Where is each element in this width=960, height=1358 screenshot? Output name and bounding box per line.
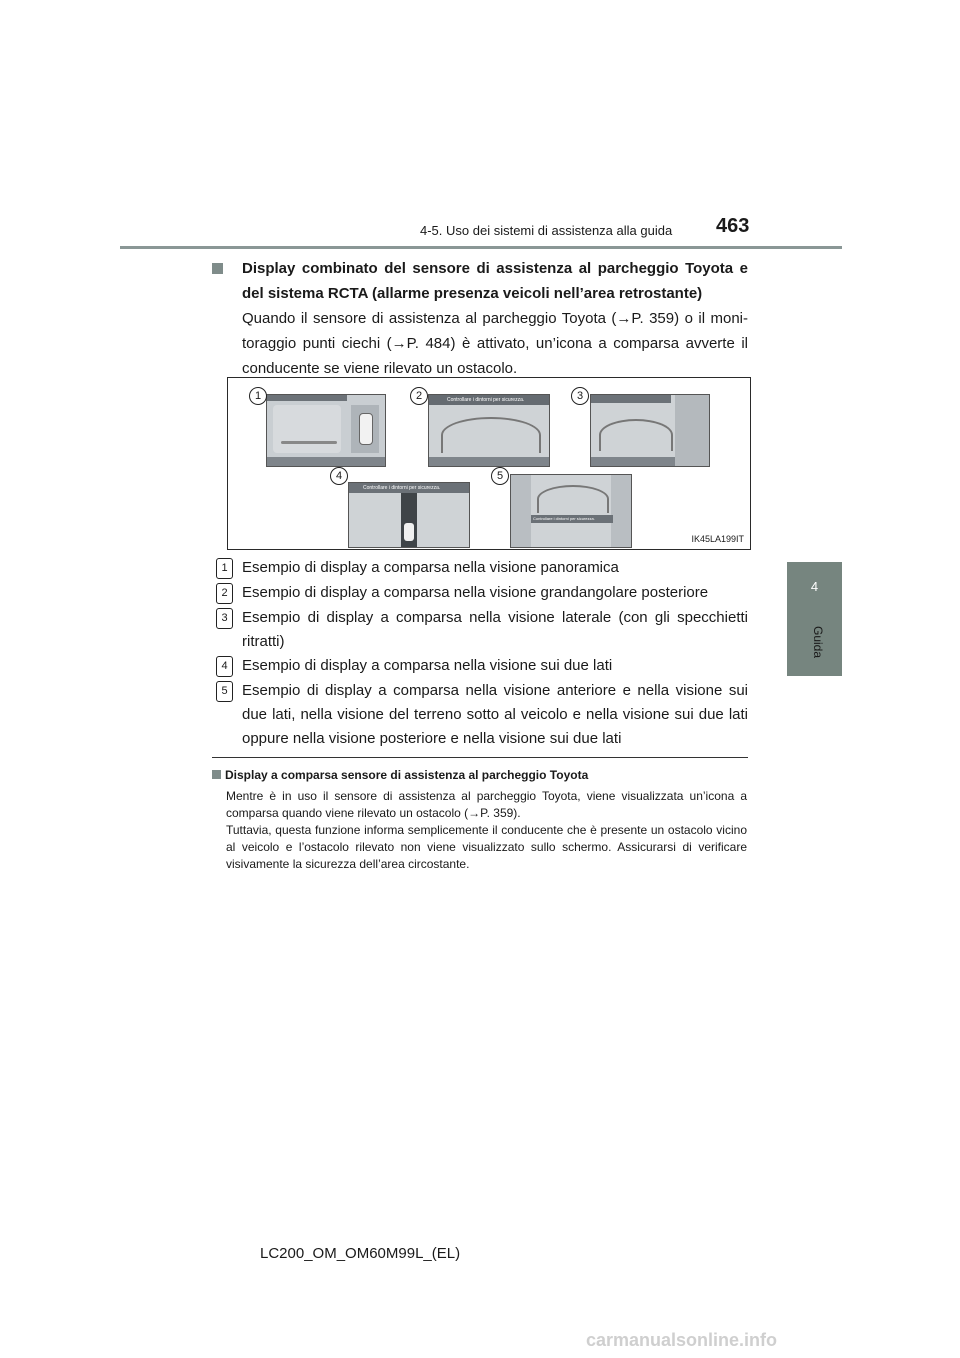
item-number: 3 (216, 608, 233, 629)
item-text: Esempio di display a comparsa nella visione grandangolare posteriore (242, 584, 709, 601)
list-item (216, 606, 748, 654)
item-number: 5 (216, 681, 233, 702)
note-paragraph-1: Mentre è in uso il sensore di assistenza al parcheggio Toyota, viene visualizzata un’icona a comparsa quando viene rilevato un ostacolo (→P. 359). (226, 789, 747, 820)
screen-caption: Controllare i dintorni per sicurezza. (429, 395, 550, 405)
screen-buttons-bar (267, 457, 385, 466)
list-item (216, 581, 748, 605)
figure-code: IK45LA199IT (691, 534, 744, 544)
screen-caption: Controllare i dintorni per sicurezza. (531, 515, 613, 523)
guide-arc (441, 417, 541, 453)
document-code: LC200_OM_OM60M99L_(EL) (260, 1245, 461, 1262)
note-title-text: Display a comparsa sensore di assistenza al parcheggio Toyota (225, 768, 589, 782)
item-number: 1 (216, 558, 233, 579)
guide-arc (537, 485, 609, 513)
screen-both-sides (348, 482, 470, 548)
note-divider (212, 757, 748, 758)
callout-badge-4: 4 (330, 467, 348, 485)
item-text: Esempio di display a comparsa nella visione anteriore e nella visione sui due lati, nella visione del terreno sotto al veicolo e nella visione sui due lati oppure nella visione posteriore e nella visione sui due lati (242, 682, 748, 747)
callout-badge-5: 5 (491, 467, 509, 485)
callout-badge-2: 2 (410, 387, 428, 405)
list-item (216, 556, 748, 580)
intro-paragraph: Quando il sensore di assistenza al parcheggio Toyota (→P. 359) o il monitoraggio punti ciechi (→P. 484) è attivato, un’icona a comparsa avverte il conducente se viene rilevato un ostacolo. (242, 310, 748, 377)
header-divider (120, 246, 842, 249)
screen-caption: Controllare i dintorni per sicurezza. (349, 483, 470, 493)
guide-arc (599, 419, 673, 451)
item-text: Esempio di display a comparsa nella visione sui due lati (242, 657, 613, 674)
callout-badge-3: 3 (571, 387, 589, 405)
item-number: 4 (216, 656, 233, 677)
car-top-icon (404, 523, 414, 541)
list-item (216, 654, 748, 678)
item-text: Esempio di display a comparsa nella visione laterale (con gli specchietti ritratti) (242, 609, 748, 650)
list-item (216, 679, 748, 751)
camera-view (273, 405, 341, 453)
screen-caption-bar (267, 395, 347, 401)
square-bullet-icon (212, 263, 223, 274)
screen-buttons-bar (591, 457, 675, 466)
item-number: 2 (216, 583, 233, 604)
chapter-number: 4 (810, 579, 819, 594)
screen-panoramic (266, 394, 386, 467)
left-side-panel (511, 475, 531, 547)
callout-badge-1: 1 (249, 387, 267, 405)
screen-buttons-bar (429, 457, 549, 466)
chapter-label: Guida (811, 625, 825, 659)
page-number: 463 (716, 215, 750, 237)
watermark: carmanualsonline.info (586, 1330, 778, 1350)
guide-line (281, 441, 337, 444)
side-view-panel (675, 395, 709, 466)
right-side-panel (611, 475, 631, 547)
screen-caption-bar (591, 395, 671, 403)
screen-side (590, 394, 710, 467)
car-top-icon (359, 413, 373, 445)
section-heading (212, 256, 748, 306)
square-bullet-icon (212, 770, 221, 779)
note-paragraph-2: Tuttavia, questa funzione informa semplicemente il conducente che è presente un ostacolo vicino al veicolo e l’ostacolo rilevato non viene visualizzato sullo schermo. Assicurarsi di verificare visivamente la sicurezza dell’area circostante. (226, 823, 747, 871)
section-heading-text: Display combinato del sensore di assistenza al parcheggio Toyota e del sistema RCTA (allarme presenza veicoli nell’area retrostante) (242, 260, 748, 302)
screen-front-and-sides (510, 474, 632, 548)
section-title: 4-5. Uso dei sistemi di assistenza alla guida (420, 223, 673, 238)
display-illustration (227, 377, 751, 550)
note-title (212, 768, 588, 782)
screen-wide-rear (428, 394, 550, 467)
note-body (226, 788, 747, 873)
item-text: Esempio di display a comparsa nella visione panoramica (242, 559, 619, 576)
